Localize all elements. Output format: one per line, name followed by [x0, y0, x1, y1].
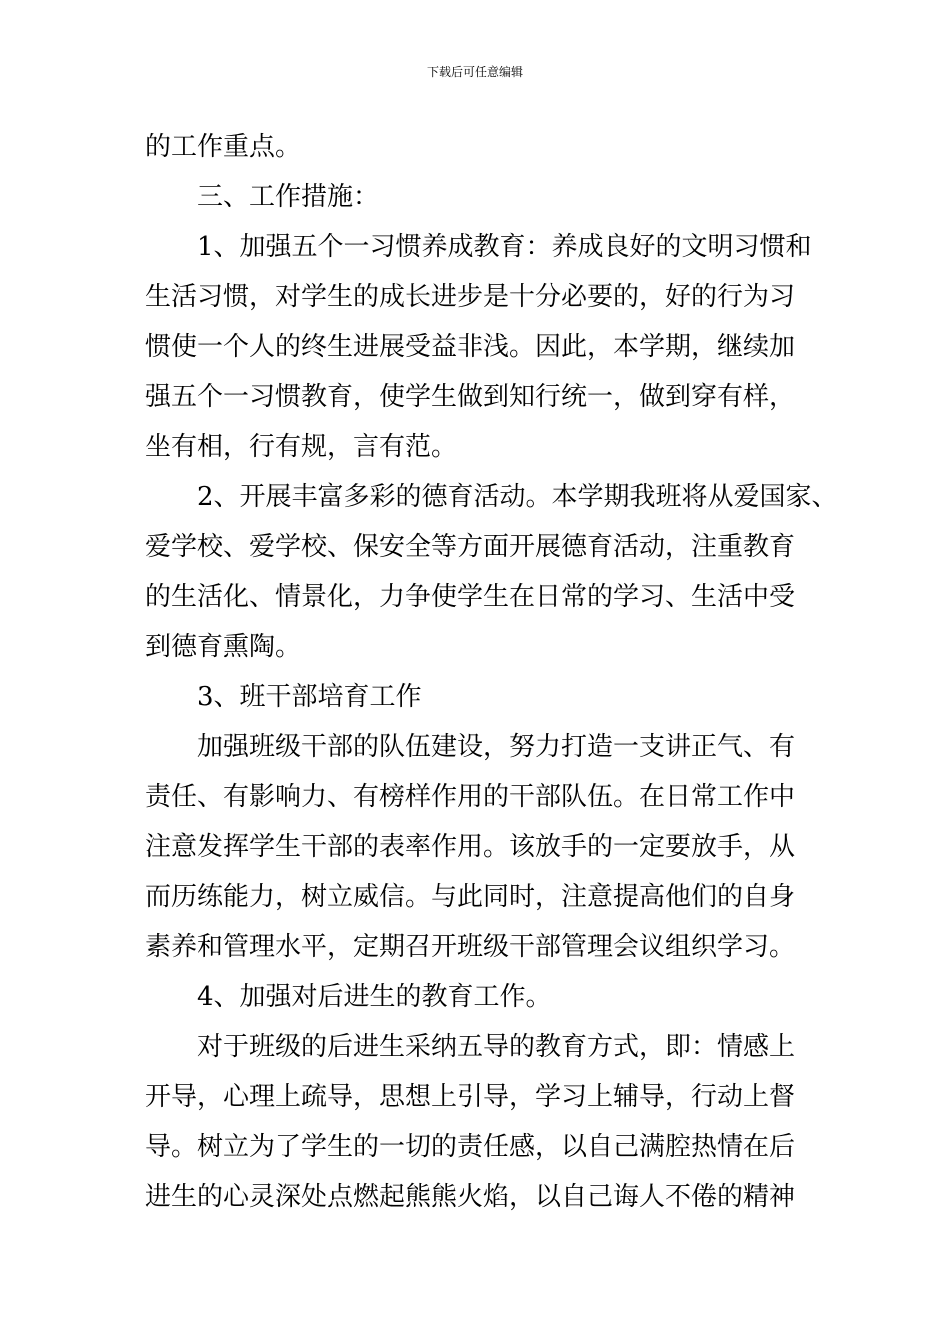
text-line: 2、开展丰富多彩的德育活动。本学期我班将从爱国家、: [197, 482, 838, 512]
text-line: 素养和管理水平，定期召开班级干部管理会议组织学习。: [145, 932, 796, 962]
text-line: 3、班干部培育工作: [197, 682, 422, 712]
text-line: 三、工作措施：: [197, 182, 380, 212]
text-line: 4、加强对后进生的教育工作。: [197, 982, 552, 1012]
text-line: 导。树立为了学生的一切的责任感，以自己满腔热情在后: [145, 1132, 796, 1162]
text-line: 生活习惯，对学生的成长进步是十分必要的，好的行为习: [145, 282, 796, 312]
text-line: 注意发挥学生干部的表率作用。该放手的一定要放手，从: [145, 832, 796, 862]
page-header: 下载后可任意编辑: [426, 65, 523, 79]
text-line: 对于班级的后进生采纳五导的教育方式，即：情感上: [197, 1032, 796, 1062]
text-line: 爱学校、爱学校、保安全等方面开展德育活动，注重教育: [145, 532, 796, 562]
text-line: 的工作重点。: [145, 132, 302, 162]
text-line: 1、加强五个一习惯养成教育：养成良好的文明习惯和: [197, 232, 812, 262]
text-line: 开导，心理上疏导，思想上引导，学习上辅导，行动上督: [145, 1082, 796, 1112]
text-line: 责任、有影响力、有榜样作用的干部队伍。在日常工作中: [145, 782, 796, 812]
text-line: 强五个一习惯教育，使学生做到知行统一，做到穿有样，: [145, 382, 796, 412]
text-line: 坐有相，行有规，言有范。: [145, 432, 458, 462]
text-line: 加强班级干部的队伍建设，努力打造一支讲正气、有: [197, 732, 796, 762]
text-line: 进生的心灵深处点燃起熊熊火焰，以自己诲人不倦的精神: [145, 1182, 796, 1212]
text-line: 的生活化、情景化，力争使学生在日常的学习、生活中受: [145, 582, 796, 612]
document-body: [145, 122, 838, 1222]
text-line: 到德育熏陶。: [145, 632, 302, 662]
text-line: 惯使一个人的终生进展受益非浅。因此，本学期，继续加: [145, 332, 796, 362]
text-line: 而历练能力，树立威信。与此同时，注意提高他们的自身: [145, 882, 796, 912]
